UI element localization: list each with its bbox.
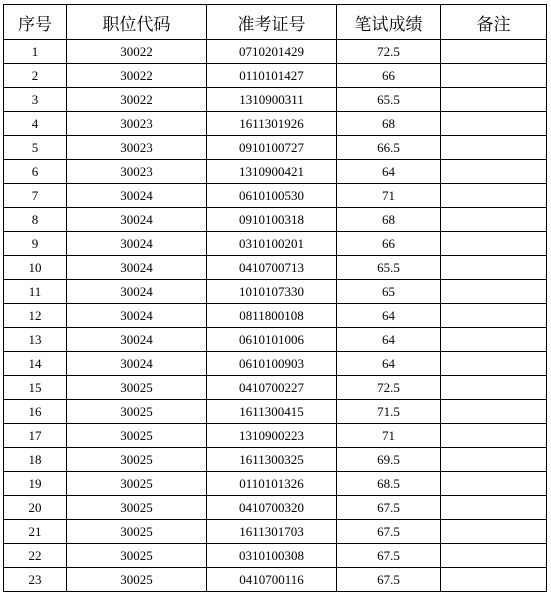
cell-admission-ticket: 1611301926 <box>207 112 337 136</box>
cell-serial-number: 19 <box>4 472 67 496</box>
cell-written-score: 67.5 <box>337 520 441 544</box>
cell-position-code: 30025 <box>67 376 207 400</box>
cell-admission-ticket: 0811800108 <box>207 304 337 328</box>
cell-serial-number: 22 <box>4 544 67 568</box>
cell-admission-ticket: 1611300415 <box>207 400 337 424</box>
table-body <box>4 40 547 592</box>
table-row <box>4 184 547 208</box>
table-row <box>4 280 547 304</box>
cell-remarks <box>441 472 547 496</box>
cell-remarks <box>441 88 547 112</box>
cell-written-score: 72.5 <box>337 40 441 64</box>
table-row <box>4 304 547 328</box>
cell-written-score: 66.5 <box>337 136 441 160</box>
cell-written-score: 64 <box>337 328 441 352</box>
table-row <box>4 376 547 400</box>
score-table-container <box>3 4 547 592</box>
cell-position-code: 30024 <box>67 328 207 352</box>
cell-position-code: 30023 <box>67 160 207 184</box>
cell-written-score: 68 <box>337 112 441 136</box>
cell-remarks <box>441 568 547 592</box>
cell-position-code: 30023 <box>67 112 207 136</box>
cell-remarks <box>441 328 547 352</box>
cell-remarks <box>441 496 547 520</box>
cell-admission-ticket: 0610100530 <box>207 184 337 208</box>
cell-position-code: 30024 <box>67 256 207 280</box>
cell-remarks <box>441 232 547 256</box>
cell-admission-ticket: 1611300325 <box>207 448 337 472</box>
cell-position-code: 30025 <box>67 400 207 424</box>
header-remarks: 备注 <box>441 5 547 40</box>
cell-position-code: 30022 <box>67 64 207 88</box>
cell-remarks <box>441 544 547 568</box>
table-row <box>4 472 547 496</box>
cell-remarks <box>441 376 547 400</box>
cell-position-code: 30025 <box>67 496 207 520</box>
cell-admission-ticket: 0610100903 <box>207 352 337 376</box>
cell-serial-number: 6 <box>4 160 67 184</box>
cell-written-score: 71 <box>337 184 441 208</box>
cell-remarks <box>441 40 547 64</box>
cell-serial-number: 11 <box>4 280 67 304</box>
cell-serial-number: 8 <box>4 208 67 232</box>
cell-position-code: 30024 <box>67 280 207 304</box>
cell-position-code: 30025 <box>67 568 207 592</box>
cell-written-score: 68 <box>337 208 441 232</box>
score-table <box>3 4 547 592</box>
cell-serial-number: 2 <box>4 64 67 88</box>
cell-written-score: 66 <box>337 232 441 256</box>
cell-admission-ticket: 0410700713 <box>207 256 337 280</box>
table-row <box>4 232 547 256</box>
cell-admission-ticket: 0410700320 <box>207 496 337 520</box>
cell-admission-ticket: 0710201429 <box>207 40 337 64</box>
cell-position-code: 30024 <box>67 208 207 232</box>
cell-admission-ticket: 0310100308 <box>207 544 337 568</box>
cell-remarks <box>441 112 547 136</box>
table-row <box>4 112 547 136</box>
cell-serial-number: 15 <box>4 376 67 400</box>
header-serial-number: 序号 <box>4 5 67 40</box>
cell-serial-number: 18 <box>4 448 67 472</box>
table-row <box>4 328 547 352</box>
cell-remarks <box>441 280 547 304</box>
table-row <box>4 520 547 544</box>
cell-serial-number: 14 <box>4 352 67 376</box>
cell-remarks <box>441 184 547 208</box>
header-admission-ticket: 准考证号 <box>207 5 337 40</box>
header-written-score: 笔试成绩 <box>337 5 441 40</box>
table-row <box>4 448 547 472</box>
cell-serial-number: 5 <box>4 136 67 160</box>
cell-serial-number: 4 <box>4 112 67 136</box>
cell-serial-number: 1 <box>4 40 67 64</box>
header-position-code: 职位代码 <box>67 5 207 40</box>
cell-serial-number: 10 <box>4 256 67 280</box>
cell-written-score: 65.5 <box>337 256 441 280</box>
table-row <box>4 136 547 160</box>
cell-remarks <box>441 256 547 280</box>
cell-serial-number: 23 <box>4 568 67 592</box>
cell-admission-ticket: 0110101326 <box>207 472 337 496</box>
cell-admission-ticket: 1611301703 <box>207 520 337 544</box>
cell-written-score: 67.5 <box>337 544 441 568</box>
cell-written-score: 64 <box>337 160 441 184</box>
cell-serial-number: 21 <box>4 520 67 544</box>
table-row <box>4 352 547 376</box>
text-cursor <box>546 212 547 228</box>
cell-position-code: 30025 <box>67 424 207 448</box>
table-row <box>4 400 547 424</box>
cell-remarks <box>441 304 547 328</box>
cell-written-score: 64 <box>337 352 441 376</box>
table-row <box>4 88 547 112</box>
cell-serial-number: 20 <box>4 496 67 520</box>
cell-written-score: 65 <box>337 280 441 304</box>
cell-written-score: 71.5 <box>337 400 441 424</box>
cell-admission-ticket: 0910100727 <box>207 136 337 160</box>
cell-admission-ticket: 0910100318 <box>207 208 337 232</box>
cell-admission-ticket: 0610101006 <box>207 328 337 352</box>
cell-admission-ticket: 0310100201 <box>207 232 337 256</box>
cell-position-code: 30025 <box>67 520 207 544</box>
table-row <box>4 424 547 448</box>
cell-written-score: 67.5 <box>337 568 441 592</box>
cell-written-score: 68.5 <box>337 472 441 496</box>
table-row <box>4 544 547 568</box>
cell-written-score: 69.5 <box>337 448 441 472</box>
cell-admission-ticket: 1310900311 <box>207 88 337 112</box>
cell-position-code: 30025 <box>67 448 207 472</box>
cell-admission-ticket: 1310900421 <box>207 160 337 184</box>
cell-written-score: 67.5 <box>337 496 441 520</box>
cell-remarks <box>441 448 547 472</box>
table-row <box>4 568 547 592</box>
cell-position-code: 30022 <box>67 88 207 112</box>
cell-position-code: 30024 <box>67 184 207 208</box>
cell-written-score: 65.5 <box>337 88 441 112</box>
cell-remarks <box>441 352 547 376</box>
cell-position-code: 30024 <box>67 304 207 328</box>
cell-position-code: 30023 <box>67 136 207 160</box>
cell-position-code: 30025 <box>67 544 207 568</box>
cell-position-code: 30024 <box>67 232 207 256</box>
cell-written-score: 66 <box>337 64 441 88</box>
cell-remarks <box>441 160 547 184</box>
table-row <box>4 208 547 232</box>
cell-admission-ticket: 1010107330 <box>207 280 337 304</box>
cell-admission-ticket: 0410700116 <box>207 568 337 592</box>
cell-admission-ticket: 0110101427 <box>207 64 337 88</box>
cell-remarks <box>441 208 547 232</box>
table-row <box>4 496 547 520</box>
cell-remarks <box>441 400 547 424</box>
cell-admission-ticket: 0410700227 <box>207 376 337 400</box>
cell-serial-number: 16 <box>4 400 67 424</box>
cell-position-code: 30022 <box>67 40 207 64</box>
cell-serial-number: 7 <box>4 184 67 208</box>
cell-serial-number: 12 <box>4 304 67 328</box>
table-row <box>4 256 547 280</box>
cell-written-score: 71 <box>337 424 441 448</box>
cell-position-code: 30024 <box>67 352 207 376</box>
cell-remarks <box>441 64 547 88</box>
cell-remarks <box>441 520 547 544</box>
cell-serial-number: 17 <box>4 424 67 448</box>
cell-position-code: 30025 <box>67 472 207 496</box>
cell-serial-number: 9 <box>4 232 67 256</box>
cell-admission-ticket: 1310900223 <box>207 424 337 448</box>
cell-serial-number: 13 <box>4 328 67 352</box>
table-header-row <box>4 5 547 40</box>
cell-written-score: 64 <box>337 304 441 328</box>
table-row <box>4 40 547 64</box>
cell-remarks <box>441 424 547 448</box>
cell-remarks <box>441 136 547 160</box>
cell-written-score: 72.5 <box>337 376 441 400</box>
table-row <box>4 160 547 184</box>
table-row <box>4 64 547 88</box>
cell-serial-number: 3 <box>4 88 67 112</box>
